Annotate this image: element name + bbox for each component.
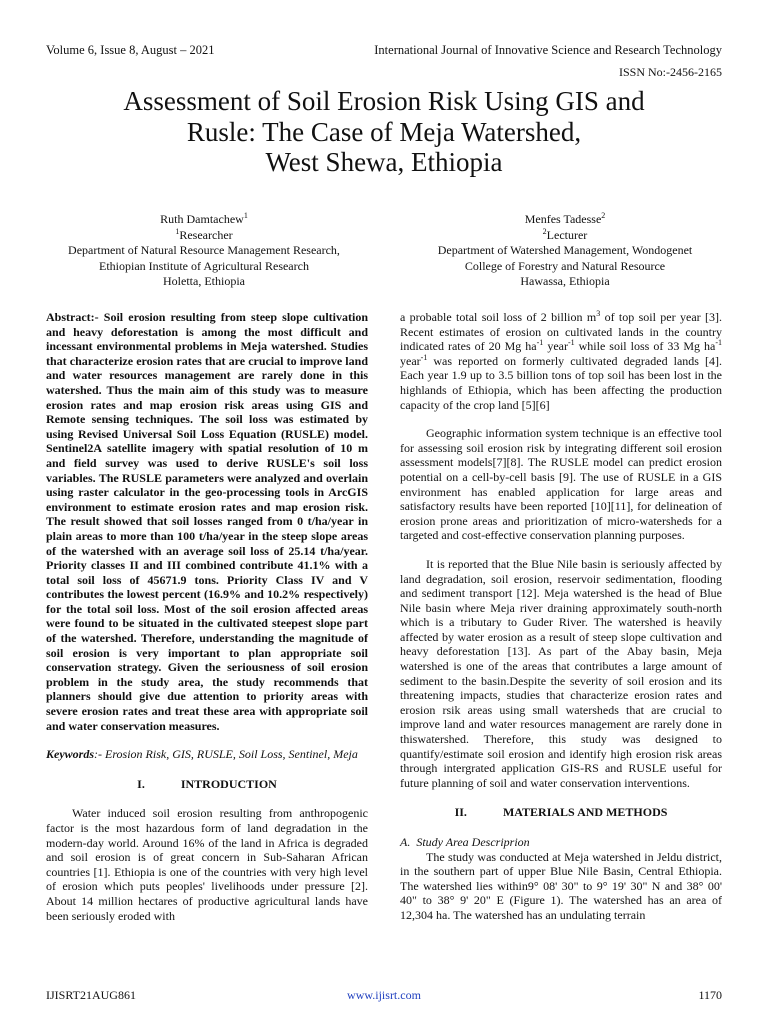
author-name: Menfes Tadesse$^2$ [524,211,606,226]
author-name: Ruth Damtachew$^1$ [160,211,248,226]
journal-volume: Volume 6, Issue 8, August – 2021 [46,43,215,57]
article-id: IJISRT21AUG861 [46,988,136,1002]
author-block-1 [40,212,368,290]
abstract-label: Abstract [46,310,91,324]
paper-title [40,86,728,178]
right-column [400,310,722,923]
author-department: Department of Natural Resource Management Research, [68,243,340,257]
section-heading-introduction: I. INTRODUCTION [137,776,277,791]
issn: ISSN No:-2456-2165 [618,65,722,79]
blue-nile-paragraph: It is reported that the Blue Nile basin is seriously affected by land degradation, soil erosion, reservoir sedimentation, flooding and sediment transport [12]. Meja watershed is the head of Blue Nile basin where Meja river draining approximately south-north which is a tributary to Guder River. The watershed is heavily affected by water erosion as a result of steep slope cultivation and heavy deforestation [13]. As part of the Abay basin, Meja watershed is one of the areas that contributes a large amount of sediment to the basin.Despite the severity of soil erosion and its threatening impacts, studies that characterize erosion rates and erosion rsik areas using small watersheds that are crucial to improve land and water resources management are rarely done in thiswatershed. Therefore, this study was designed to quantify/estimate soil erosion and identify high erosion risk areas through intergrated application GIS-RS and RUSLE useful for future planning of soil and water conservation interventions. [400,556,722,790]
abstract-paragraph [46,310,368,733]
keywords-text: :- Erosion Risk, GIS, RUSLE, Soil Loss, Sentinel, Meja [94,747,358,762]
journal-website-link[interactable]: www.ijisrt.com [347,988,421,1002]
author-institution: College of Forestry and Natural Resource [464,258,666,273]
author-institution: Ethiopian Institute of Agricultural Research [99,258,309,273]
title-line-3: West Shewa, Ethiopia [265,147,503,177]
title-line-2: Rusle: The Case of Meja Watershed, [186,116,582,147]
author-role: $^2$Lecturer [542,226,588,242]
page-number: 1170 [698,988,722,1002]
author-block-2 [400,212,730,290]
author-location: Hawassa, Ethiopia [520,274,610,288]
keywords-label: Keywords [46,747,94,762]
gis-paragraph: Geographic information system technique is an effective tool for assessing soil erosion risk by integrating different soil erosion assessment models[7][8]. The RUSLE model can predict erosion potential on a cell-by-cell basis [9]. The use of RUSLE in a GIS environment has enabled application for large areas and satisfactory results have been reported [10][11], for delineation of erosion prone areas and prioritization of micro-watersheds for a targeted and cost-effective conservation planning purposes. [400,426,722,543]
subsection-heading-study-area: A. Study Area Descriprion [400,835,530,849]
abstract-text: :- Soil erosion resulting from steep slope cultivation and heavy deforestation is among the most difficult and incessant environmental problems in Meja watershed. Studies that characterize erosion rates that are crucial to improve land and water resources management are rarely done in this watershed. Thus the main aim of this study was to measure erosion rates and map erosion risk areas using GIS and Remote sensing techniques. The soil loss was estimated by using Revised Universal Soil Loss Equation (RUSLE) model. Sentinel2A satellite imagery with spatial resolution of 10 m and field survey was used to derive RUSLE's soil loss variables. The RUSLE parameters were analyzed and overlain using raster calculator in the geo-processing tools in ArcGIS environment to estimate erosion rates and map erosion risk. The result showed that soil losses ranged from 0 t/ha/year in plain areas to more than 100 t/ha/year in the steep slope areas of the watershed with an average soil loss of 25.14 t/ha/year. Priority classes II and III combined contribute 41.1% with a total soil loss of 45671.9 tons. Priority Class IV and V contributes the lowest percent (16.9% and 10.2% respectively) for the total soil loss. Most of the soil erosion affected areas were found to be situated in the cultivated steepest slope part of the watershed. Therefore, understanding the magnitude of soil erosion is very important to plan appropriate soil conservation strategy. Given the seriousness of soil erosion problem in the study area, the study recommends that planners should give due attention to priority areas with severe erosion rates and treat these area with appropriate soil and water conservation measures. [46,310,368,733]
title-line-1: Assessment of Soil Erosion Risk Using GIS and [123,86,645,116]
author-department: Department of Watershed Management, Wondogenet [437,243,693,257]
study-area-paragraph: The study was conducted at Meja watershed in Jeldu district, in the southern part of upper Blue Nile Basin, Central Ethiopia. The watershed lies within9° 08' 30" to 9° 19' 30" N and 38° 00' 40" to 38° 9' 20" E (Figure 1). The watershed has an area of 12,304 ha. The watershed has an undulating terrain [400,849,722,922]
left-column [46,310,368,923]
intro-continued-paragraph: a probable total soil loss of 2 billion $m^3$ of top soil per year [3]. Recent estimates of erosion on cultivated lands in the country indicated rates of 20 Mg $ha^{-1}$ year$^{-1}$ while soil loss of 33 Mg $ha^{-1}$ year$^{-1}$ was reported on formerly cultivated degraded lands [4]. Each year 1.9 up to 3.5 billion tons of top soil has been lost in the highlands of Ethiopia, which has been affecting the production capacity of the crop land [5][6] [400,309,722,412]
journal-name: International Journal of Innovative Science and Research Technology [374,43,722,57]
section-heading-materials-methods: II. MATERIALS AND METHODS [454,805,668,820]
keywords-paragraph [46,747,368,762]
author-role: $^1$Researcher [175,226,233,242]
author-location: Holetta, Ethiopia [163,274,245,288]
intro-paragraph: Water induced soil erosion resulting from anthropogenic factor is the most hazardous form of land degradation in the modern-day world. Around 16% of the land in Africa is degraded and soil erosion is of great concern in Sub-Saharan African countries [1]. Ethiopia is one of the countries with very high level of erosion which puts peoples' livelihoods under pressure [2]. About 14 million hectares of productive agricultural lands have been seriously eroded with [46,806,368,923]
